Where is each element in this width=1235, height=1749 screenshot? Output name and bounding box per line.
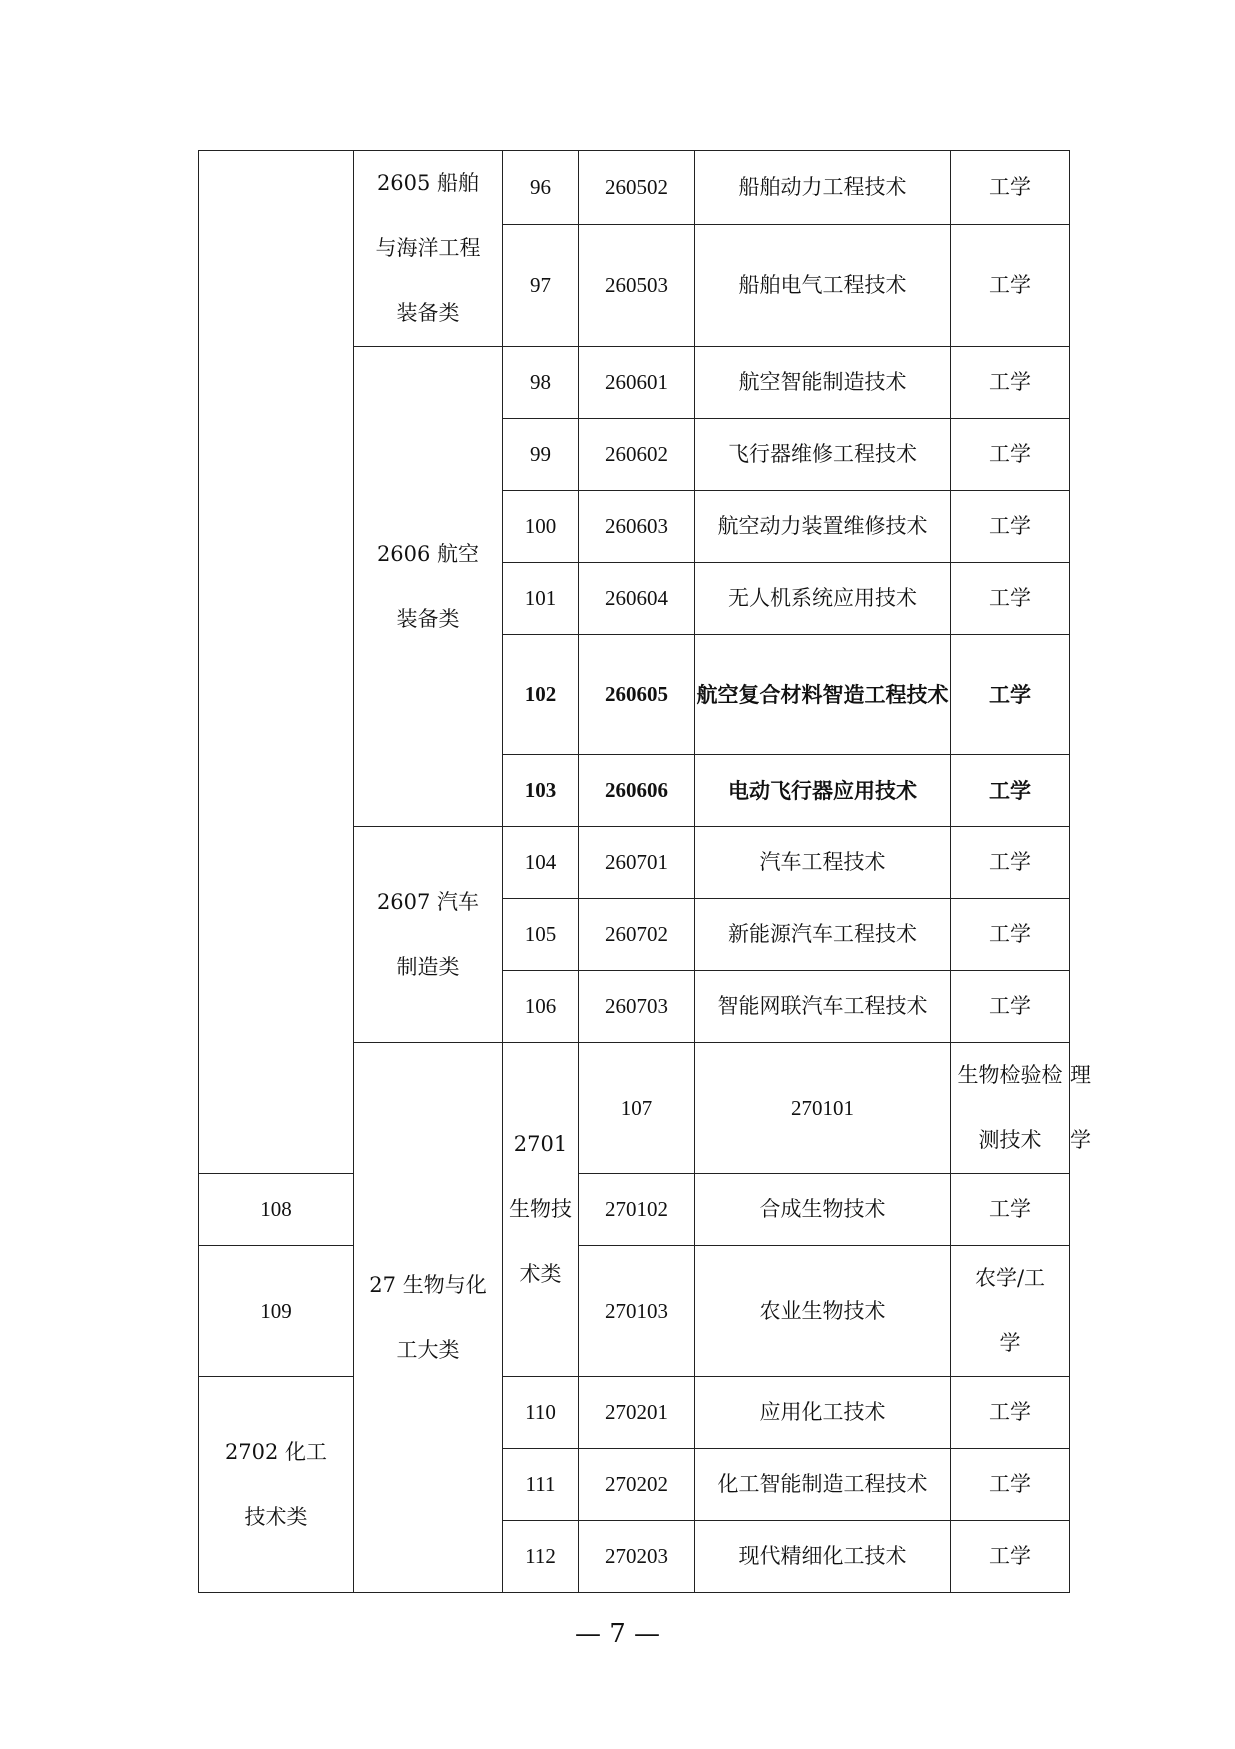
degree-label: 工学 — [989, 778, 1031, 803]
degree-label: 农学/工学 — [974, 1266, 1046, 1355]
major-code: 260606 — [579, 755, 695, 827]
degree-label: 工学 — [989, 922, 1031, 946]
major-name: 飞行器维修工程技术 — [695, 419, 951, 491]
majors-table-body — [199, 151, 1091, 1593]
major-code: 260503 — [579, 224, 695, 347]
page-number: — 7 — — [574, 1619, 661, 1649]
major-code: 260602 — [579, 419, 695, 491]
sequence-number: 108 — [199, 1174, 354, 1246]
degree-category — [951, 347, 1070, 419]
major-code: 260702 — [579, 899, 695, 971]
subcategory-label: 2606 航空装备类 — [376, 541, 480, 631]
major-name: 船舶动力工程技术 — [695, 151, 951, 225]
degree-label: 工学 — [989, 1472, 1031, 1496]
degree-label: 理学 — [1070, 1063, 1091, 1152]
degree-category — [951, 1377, 1070, 1449]
major-code: 260605 — [579, 635, 695, 755]
sequence-number: 107 — [579, 1043, 695, 1174]
degree-label: 工学 — [989, 1197, 1031, 1221]
sequence-number: 104 — [503, 827, 579, 899]
sequence-number: 99 — [503, 419, 579, 491]
sequence-number: 110 — [503, 1377, 579, 1449]
subcategory-cell — [354, 151, 503, 347]
major-name: 农业生物技术 — [695, 1246, 951, 1377]
degree-category — [951, 224, 1070, 347]
degree-category — [951, 151, 1070, 225]
degree-label: 工学 — [989, 370, 1031, 394]
degree-category — [951, 827, 1070, 899]
table-row — [199, 1174, 1070, 1246]
sequence-number: 98 — [503, 347, 579, 419]
degree-category — [951, 635, 1070, 755]
subcategory-cell — [503, 1043, 579, 1377]
degree-label: 工学 — [989, 994, 1031, 1018]
major-code: 260701 — [579, 827, 695, 899]
table-row — [199, 1246, 1070, 1377]
degree-category — [951, 1246, 1070, 1377]
sequence-number: 112 — [503, 1521, 579, 1593]
major-name: 化工智能制造工程技术 — [695, 1449, 951, 1521]
subcategory-label: 2607 汽车制造类 — [376, 889, 480, 979]
major-name: 船舶电气工程技术 — [695, 224, 951, 347]
table-row — [199, 1377, 1070, 1449]
major-name: 航空智能制造技术 — [695, 347, 951, 419]
major-code: 270203 — [579, 1521, 695, 1593]
degree-category — [951, 755, 1070, 827]
category-label: 27 生物与化工大类 — [369, 1272, 487, 1362]
major-code: 260502 — [579, 151, 695, 225]
major-code: 270101 — [695, 1043, 951, 1174]
major-name: 现代精细化工技术 — [695, 1521, 951, 1593]
degree-category — [951, 899, 1070, 971]
category-cell — [354, 1043, 503, 1593]
degree-label: 工学 — [989, 514, 1031, 538]
major-name: 应用化工技术 — [695, 1377, 951, 1449]
major-code: 260604 — [579, 563, 695, 635]
degree-label: 工学 — [989, 272, 1031, 297]
sequence-number: 111 — [503, 1449, 579, 1521]
sequence-number: 96 — [503, 151, 579, 225]
majors-table — [198, 150, 1091, 1593]
major-code: 260601 — [579, 347, 695, 419]
degree-category — [951, 971, 1070, 1043]
major-name: 新能源汽车工程技术 — [695, 899, 951, 971]
major-name: 电动飞行器应用技术 — [695, 755, 951, 827]
degree-label: 工学 — [989, 442, 1031, 466]
major-name: 合成生物技术 — [695, 1174, 951, 1246]
major-name: 生物检验检测技术 — [951, 1043, 1070, 1174]
degree-label: 工学 — [989, 850, 1031, 874]
subcategory-label: 2701 生物技术类 — [509, 1132, 572, 1286]
degree-category — [951, 1174, 1070, 1246]
major-name: 汽车工程技术 — [695, 827, 951, 899]
sequence-number: 102 — [503, 635, 579, 755]
degree-category — [951, 1521, 1070, 1593]
sequence-number: 101 — [503, 563, 579, 635]
subcategory-cell — [354, 347, 503, 827]
sequence-number: 105 — [503, 899, 579, 971]
degree-label: 工学 — [989, 586, 1031, 610]
sequence-number: 97 — [503, 224, 579, 347]
degree-label: 工学 — [989, 1544, 1031, 1568]
major-code: 260603 — [579, 491, 695, 563]
major-code: 260703 — [579, 971, 695, 1043]
major-name: 航空复合材料智造工程技术 — [695, 635, 951, 755]
degree-label: 工学 — [989, 174, 1031, 199]
subcategory-cell — [354, 827, 503, 1043]
major-code: 270202 — [579, 1449, 695, 1521]
sequence-number: 100 — [503, 491, 579, 563]
major-code: 270201 — [579, 1377, 695, 1449]
degree-category — [951, 491, 1070, 563]
major-name: 智能网联汽车工程技术 — [695, 971, 951, 1043]
sequence-number: 109 — [199, 1246, 354, 1377]
subcategory-label: 2702 化工技术类 — [224, 1439, 328, 1529]
major-name: 航空动力装置维修技术 — [695, 491, 951, 563]
degree-label: 工学 — [989, 682, 1031, 707]
degree-category — [951, 419, 1070, 491]
sequence-number: 106 — [503, 971, 579, 1043]
degree-category — [951, 563, 1070, 635]
table-row — [199, 151, 1070, 225]
sequence-number: 103 — [503, 755, 579, 827]
category-cell — [199, 151, 354, 1174]
subcategory-cell — [199, 1377, 354, 1593]
major-code: 270103 — [579, 1246, 695, 1377]
subcategory-label: 2605 船舶与海洋工程装备类 — [375, 171, 481, 325]
degree-category — [951, 1449, 1070, 1521]
major-code: 270102 — [579, 1174, 695, 1246]
major-name: 无人机系统应用技术 — [695, 563, 951, 635]
degree-label: 工学 — [989, 1400, 1031, 1424]
